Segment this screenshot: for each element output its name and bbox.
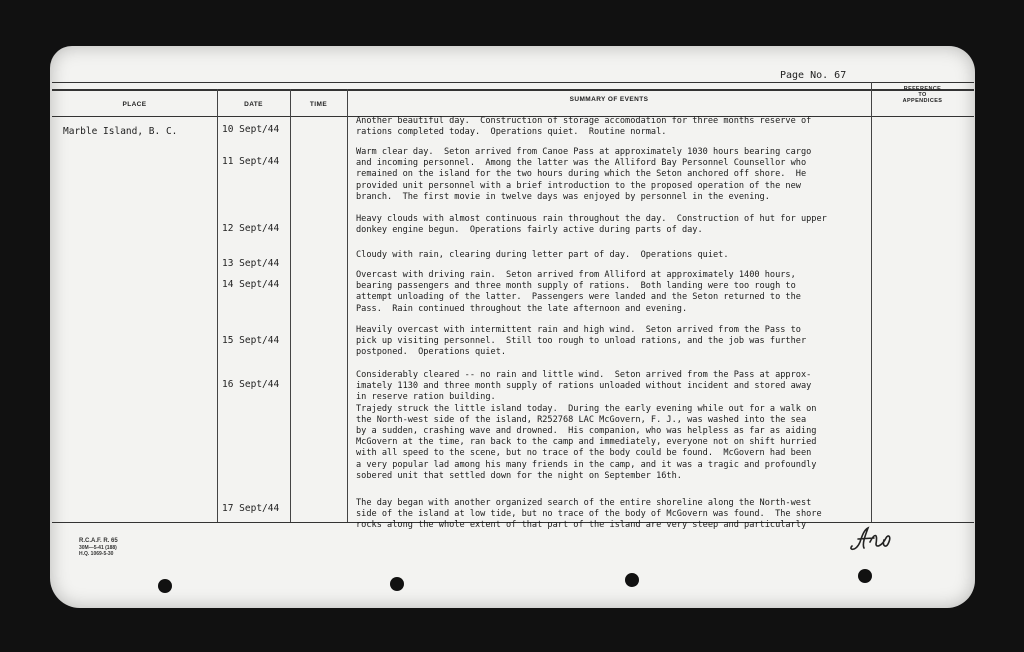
entry-date: 13 Sept/44	[222, 258, 280, 269]
place-entry: Marble Island, B. C.	[63, 126, 178, 137]
header-top-rule	[52, 89, 974, 91]
entry-date: 14 Sept/44	[222, 279, 280, 290]
top-rule	[52, 82, 974, 83]
form-id-line: 30M—5-41 (188)	[79, 544, 117, 551]
column-rule	[871, 82, 872, 522]
header-summary: SUMMARY OF EVENTS	[569, 96, 649, 103]
entry-summary: Heavily overcast with intermittent rain and high wind. Seton arrived from the Pass to pick up visiting personnel. Still too rough to unload rations, and the job was further postponed. Operations quiet.	[356, 325, 807, 358]
entry-date: 10 Sept/44	[222, 124, 280, 135]
header-date: DATE	[244, 101, 263, 108]
entry-date: 16 Sept/44	[222, 379, 280, 390]
entry-date: 11 Sept/44	[222, 156, 280, 167]
form-identifier	[79, 538, 118, 558]
page-number: Page No. 67	[780, 70, 847, 81]
header-reference: REFERENCE TO APPENDICES	[902, 86, 943, 104]
entry-summary: Heavy clouds with almost continuous rain throughout the day. Construction of hut for upper donkey engine begun. Operations fairly active during parts of day.	[356, 214, 827, 236]
entry-summary: Cloudy with rain, clearing during letter part of day. Operations quiet.	[356, 250, 729, 260]
signature-mark	[846, 522, 898, 554]
column-rule	[290, 89, 291, 522]
form-id-line: R.C.A.F. R. 65	[79, 538, 118, 544]
header-time: TIME	[309, 101, 328, 108]
column-rule	[347, 89, 348, 522]
punch-hole	[858, 569, 872, 583]
entry-date: 17 Sept/44	[222, 503, 280, 514]
entry-summary: Considerably cleared -- no rain and little wind. Seton arrived from the Pass at approx- imately 1130 and three month supply of rations unloaded without incident and stored away in reserve ration building. Trajedy struck the little island today. During the early evening while out for a walk on the North-west side of the island, R252768 LAC McGovern, F. J., was washed into the sea by a sudden, crashing wave and drowned. His companion, who was helpless as far as aiding McGovern at the time, ran back to the camp and immediately, everyone not on shift hurried with all speed to the scene, but no trace of the body could be found. McGovern had been a very popular lad among his many friends in the camp, and it was a tragic and profoundly sobered unit that settled down for the night on September 16th.	[356, 370, 817, 481]
punch-hole	[158, 579, 172, 593]
entry-summary: The day began with another organized search of the entire shoreline along the North-west side of the island at low tide, but no trace of the body of McGovern was found. The shore rocks along the whole extent of that part of the island are very steep and particularly	[356, 498, 822, 531]
entry-date: 12 Sept/44	[222, 223, 280, 234]
punch-hole	[390, 577, 404, 591]
entry-date: 15 Sept/44	[222, 335, 280, 346]
punch-hole	[625, 573, 639, 587]
entry-summary: Warm clear day. Seton arrived from Canoe Pass at approximately 1030 hours bearing cargo and incoming personnel. Among the latter was the Alliford Bay Personnel Counsellor who remained on the island for the two hours during which the Seton anchored off shore. He provided unit personnel with a brief introduction to the proposed operation of the new branch. The first movie in twelve days was enjoyed by personnel in the evening.	[356, 147, 812, 202]
form-id-line: H.Q. 1069-5-30	[79, 551, 114, 557]
entry-summary: Another beautiful day. Construction of storage accomodation for three months reserve of rations completed today. Operations quiet. Routine normal.	[356, 116, 812, 138]
header-place: PLACE	[122, 101, 147, 108]
column-rule	[217, 89, 218, 522]
entry-summary: Overcast with driving rain. Seton arrived from Alliford at approximately 1400 hours, bearing passengers and three month supply of rations. Both landing were too rough to attempt unloading of the latter. Passengers were landed and the Seton returned to the Pass. Rain continued throughout the late afternoon and evening.	[356, 270, 801, 314]
